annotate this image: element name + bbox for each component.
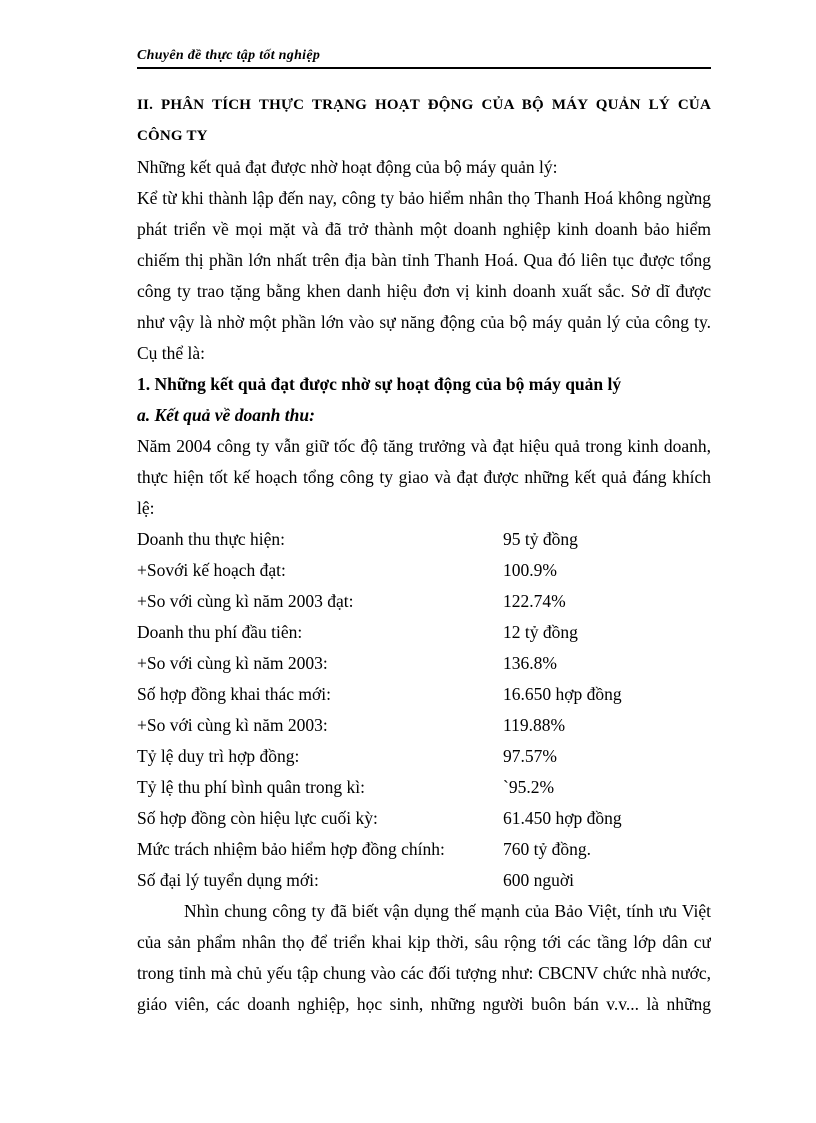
result-row: [137, 679, 711, 710]
section-heading-line-2: CÔNG TY: [137, 128, 208, 144]
paragraph-line: thực hiện tốt kế hoạch tổng công ty giao và đạt được những kết quả đáng khích: [137, 467, 711, 487]
result-row: [137, 741, 711, 772]
result-row: [137, 555, 711, 586]
result-label: Số đại lý tuyển dụng mới:: [137, 870, 319, 890]
result-label: Số hợp đồng còn hiệu lực cuối kỳ:: [137, 808, 378, 828]
paragraph-line: như vậy là nhờ một phần lớn vào sự năng động của bộ máy quản lý của công ty.: [137, 312, 711, 332]
result-value: 136.8%: [503, 653, 557, 673]
result-label: Doanh thu thực hiện:: [137, 529, 285, 549]
result-label: Tỷ lệ thu phí bình quân trong kì:: [137, 777, 365, 797]
paragraph-line: của sản phẩm nhân thọ để triển khai kịp thời, sâu rộng tới các tầng lớp dân cư: [137, 932, 711, 952]
paragraph-line: Cụ thể là:: [137, 343, 206, 363]
result-value: 122.74%: [503, 591, 566, 611]
result-value: 12 tỷ đồng: [503, 622, 578, 642]
result-value: 100.9%: [503, 560, 557, 580]
paragraph-line: phát triển về mọi mặt và đã trở thành một doanh nghiệp kinh doanh bảo hiểm: [137, 219, 711, 239]
result-label: Mức trách nhiệm bảo hiểm hợp đồng chính:: [137, 839, 445, 859]
result-value: 119.88%: [503, 715, 566, 735]
heading-1: 1. Những kết quả đạt được nhờ sự hoạt động của bộ máy quản lý: [137, 374, 622, 394]
result-label: +So với cùng kì năm 2003 đạt:: [137, 591, 354, 611]
paragraph-line: công ty trao tặng bằng khen danh hiệu đơn vị kinh doanh xuất sắc. Sở dĩ được: [137, 281, 711, 301]
result-row: [137, 586, 711, 617]
result-value: 16.650 hợp đồng: [503, 684, 622, 704]
result-value: 600 nguời: [503, 870, 574, 890]
result-row: [137, 803, 711, 834]
paragraph-line: trong tỉnh mà chủ yếu tập chung vào các đối tượng như: CBCNV chức nhà nước,: [137, 963, 711, 983]
result-label: Doanh thu phí đầu tiên:: [137, 622, 303, 642]
result-row: [137, 772, 711, 803]
section-heading-line-1: II. PHÂN TÍCH THỰC TRẠNG HOẠT ĐỘNG CỦA BỘ MÁY QUẢN LÝ CỦA: [137, 97, 711, 113]
header-rule: [137, 67, 711, 69]
results-list: [137, 524, 711, 896]
result-value: 760 tỷ đồng.: [503, 839, 591, 859]
result-row: [137, 834, 711, 865]
result-row: [137, 710, 711, 741]
result-label: +So với cùng kì năm 2003:: [137, 715, 328, 735]
result-label: Tỷ lệ duy trì hợp đồng:: [137, 746, 300, 766]
result-row: [137, 865, 711, 896]
result-value: 97.57%: [503, 746, 557, 766]
result-value: `95.2%: [503, 777, 555, 797]
result-label: +Sovới kế hoạch đạt:: [137, 560, 286, 580]
paragraph-line: giáo viên, các doanh nghiệp, học sinh, những người buôn bán v.v... là những: [137, 994, 711, 1014]
paragraph-line: Nhìn chung công ty đã biết vận dụng thế mạnh của Bảo Việt, tính ưu Việt: [184, 901, 711, 921]
paragraph-line: Kể từ khi thành lập đến nay, công ty bảo hiểm nhân thọ Thanh Hoá không ngừng: [137, 188, 711, 208]
paragraph-line: lệ:: [137, 498, 155, 518]
result-label: +So với cùng kì năm 2003:: [137, 653, 328, 673]
subheading-a: a. Kết quả về doanh thu:: [137, 405, 315, 425]
result-row: [137, 648, 711, 679]
result-row: [137, 524, 711, 555]
result-value: 61.450 hợp đồng: [503, 808, 622, 828]
result-label: Số hợp đồng khai thác mới:: [137, 684, 331, 704]
document-body: [137, 90, 711, 1020]
paragraph-line: Năm 2004 công ty vẫn giữ tốc độ tăng trưởng và đạt hiệu quả trong kinh doanh,: [137, 436, 711, 456]
result-value: 95 tỷ đồng: [503, 529, 578, 549]
paragraph-line: chiếm thị phần lớn nhất trên địa bàn tỉnh Thanh Hoá. Qua đó liên tục được tổng: [137, 250, 711, 270]
running-header: Chuyên đề thực tập tốt nghiệp: [137, 48, 321, 63]
result-row: [137, 617, 711, 648]
intro-text: Những kết quả đạt được nhờ hoạt động của bộ máy quản lý:: [137, 157, 558, 177]
